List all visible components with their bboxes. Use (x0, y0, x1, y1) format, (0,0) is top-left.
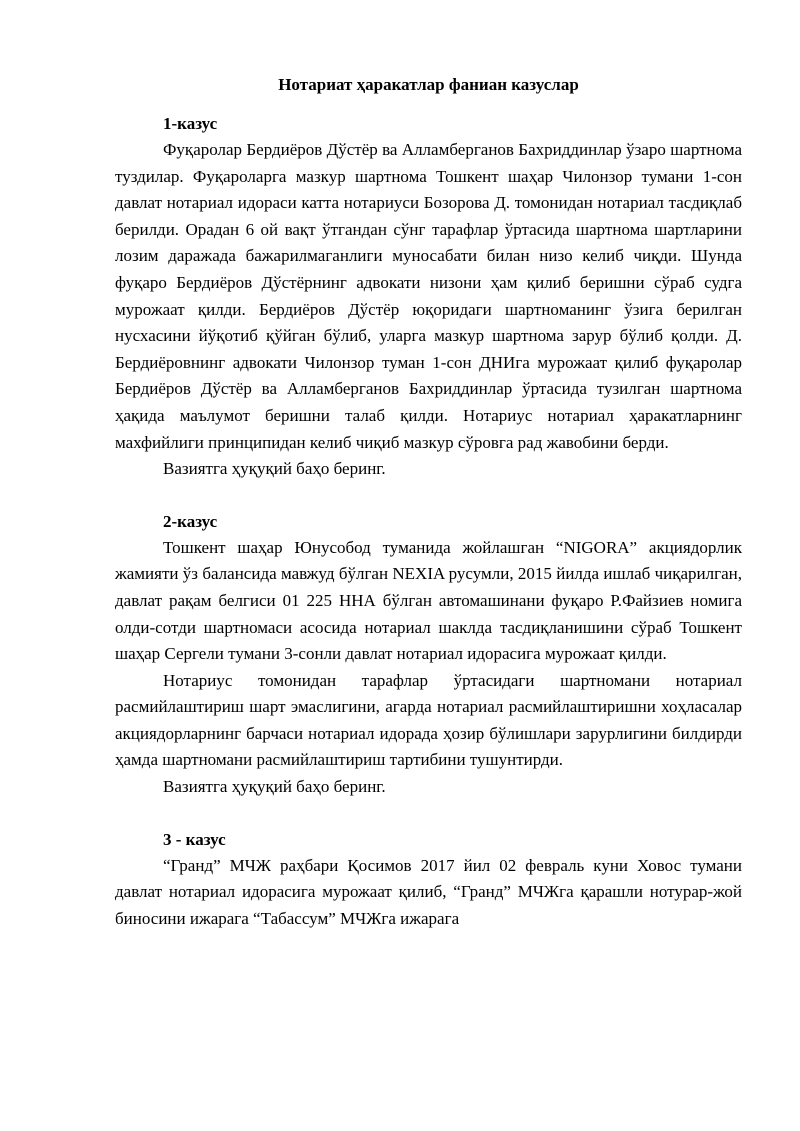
case-1-heading: 1-казус (163, 114, 218, 133)
spacer (115, 483, 742, 509)
case-3-heading: 3 - казус (163, 829, 226, 849)
case-1-task: Вазиятга ҳуқуқий баҳо беринг. (163, 459, 386, 479)
document-title: Нотариат ҳаракатлар фаниан казуслар (278, 75, 579, 94)
case-3-paragraph-1: “Гранд” МЧЖ раҳбари Қосимов 2017 йил 02 февраль куни Ховос тумани давлат нотариал идорасига мурожаат қилиб, “Гранд” МЧЖга қарашли нотурар-жой биносини ижарага “Табассум” МЧЖга ижарага (115, 855, 742, 928)
spacer (115, 801, 742, 827)
case-2-task: Вазиятга ҳуқуқий баҳо беринг. (163, 777, 386, 797)
case-2-paragraph-2: Нотариус томонидан тарафлар ўртасидаги шартномани нотариал расмийлаштириш шарт эмаслигини, агарда нотариал расмийлаштиришни хоҳласалар акциядорларнинг барчаси нотариал идорада ҳозир бўлишлари зарурлигини билдирди ҳамда шартномани расмийлаштириш тартибини тушунтирди. (115, 670, 742, 770)
case-2-heading: 2-казус (163, 511, 218, 531)
case-1-paragraph-1: Фуқаролар Бердиёров Дўстёр ва Алламберганов Бахриддинлар ўзаро шартнома туздилар. Фуқароларга мазкур шартнома Тошкент шаҳар Чилонзор тумани 1-сон давлат нотариал идораси катта нотариуси Бозорова Д. томонидан нотариал тасдиқлаб берилди. Орадан 6 ой вақт ўтгандан сўнг тарафлар ўртасида шартнома шартларини лозим даражада бажарилмаганлиги муносабати билан низо келиб чиқди. Шунда фуқаро Бердиёров Дўстёрнинг адвокати низони ҳам қилиб беришни сўраб судга мурожаат қилди. Бердиёров Дўстёр юқоридаги шартноманинг ўзига берилган нусхасини йўқотиб қўйган бўлиб, уларга мазкур шартнома зарур бўлиб қолди. Д. Бердиёровнинг адвокати Чилонзор туман 1-сон ДНИга мурожаат қилиб фуқаролар Бердиёров Дўстёр ва Алламберганов Бахриддинлар ўртасида тузилган шартнома ҳақида маълумот беришни талаб қилди. Нотариус нотариал ҳаракатларнинг махфийлиги принципидан келиб чиқиб мазкур сўровга рад жавобини берди. (115, 140, 742, 452)
case-2-paragraph-1: Тошкент шаҳар Юнусобод туманида жойлашган “NIGORA” акциядорлик жамияти ўз балансида мавжуд бўлган NEXIA русумли, 2015 йилда ишлаб чиқарилган, давлат рақам белгиси 01 225 ННА бўлган автомашинани фуқаро Р.Файзиев номига олди-сотди шартномаси асосида нотариал шаклда тасдиқланишини сўраб Тошкент шаҳар Сергели тумани 3-сонли давлат нотариал идорасига мурожаат қилди. (115, 537, 742, 664)
